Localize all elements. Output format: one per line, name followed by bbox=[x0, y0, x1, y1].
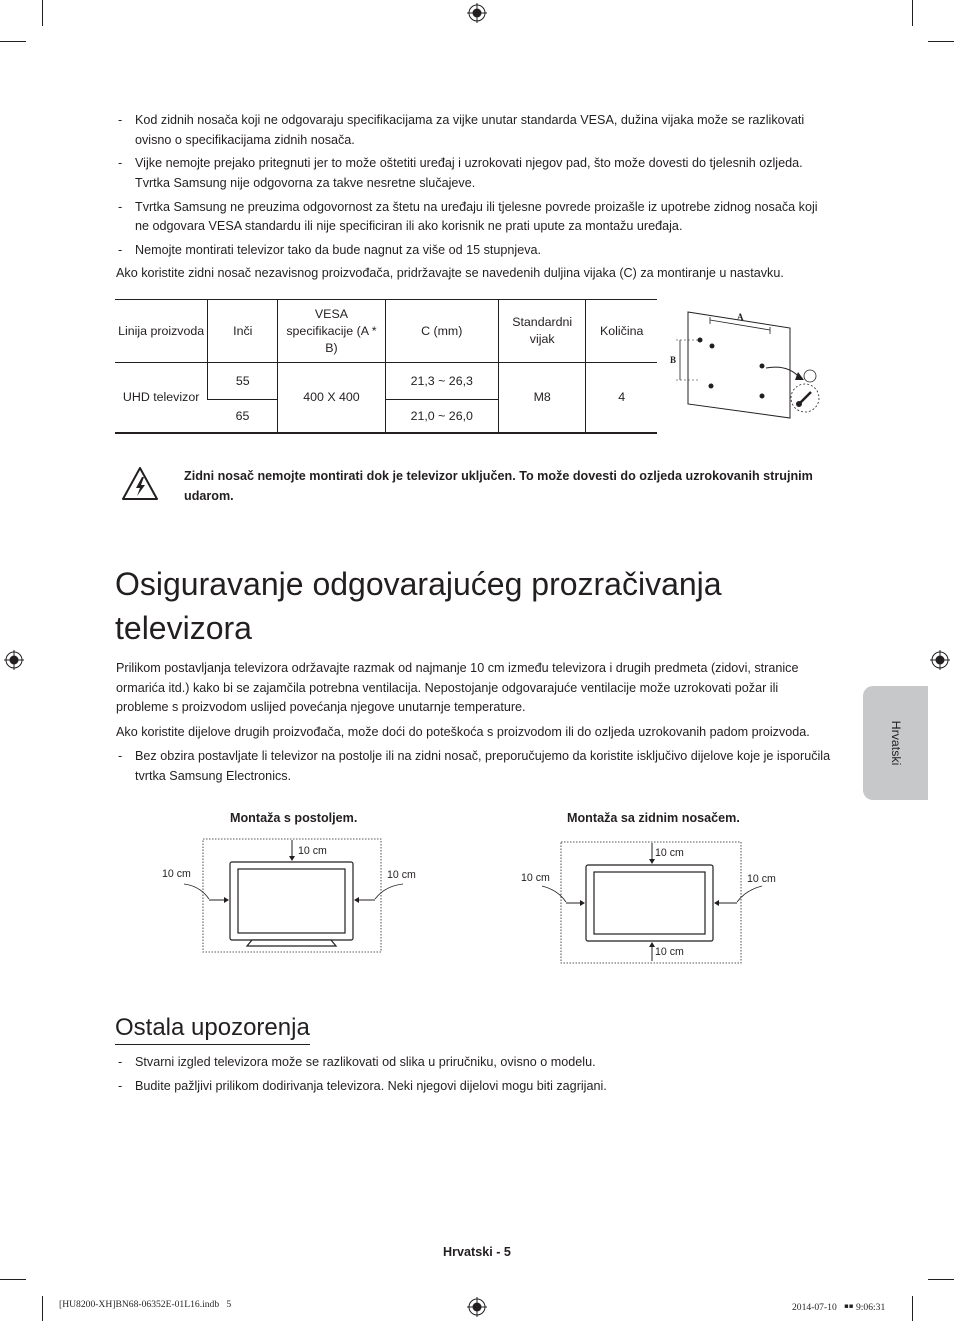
dimension-label-a: A bbox=[737, 312, 744, 322]
electric-shock-warning-icon bbox=[121, 466, 159, 502]
list-item: - Tvrtka Samsung ne preuzima odgovornost za štetu na uređaju ili tjelesne povrede proizašle iz upotrebe zidnog nosača koji ne odgovara VESA standardu ili nije specificiran ili ako korisnik ne prati upute za montažu uređaja. bbox=[116, 198, 832, 237]
table-cell: 55 bbox=[208, 363, 278, 400]
list-item: - Nemojte montirati televizor tako da bude nagnut za više od 15 stupnjeva. bbox=[116, 241, 832, 261]
ventilation-paragraph: Ako koristite dijelove drugih proizvođača, može doći do poteškoća s proizvodom ili do ozljeda uzrokovanih padom proizvoda. bbox=[116, 725, 810, 739]
crop-mark bbox=[42, 0, 43, 26]
table-cell: 21,3 ~ 26,3 bbox=[385, 363, 498, 400]
table-header-cell: Inči bbox=[208, 300, 278, 363]
warning-text: Zidni nosač nemojte montirati dok je televizor uključen. To može dovesti do ozljeda uzrokovanih strujnim udarom. bbox=[184, 469, 813, 503]
registration-mark-icon bbox=[467, 1297, 487, 1317]
language-tab bbox=[863, 686, 928, 800]
table-cell: 400 X 400 bbox=[278, 363, 385, 434]
print-timestamp: 2014-07-10 ￭￭ 9:06:31 bbox=[792, 1302, 886, 1313]
page-title: Osiguravanje odgovarajućeg prozračivanja televizora bbox=[115, 566, 722, 646]
intro-note: Ako koristite zidni nosač nezavisnog proizvođača, pridržavajte se navedenih duljina vijaka (C) za montiranje u nastavku. bbox=[116, 266, 784, 280]
clearance-label-left: 10 cm bbox=[521, 872, 550, 884]
table-row bbox=[115, 363, 657, 400]
clearance-label-bottom: 10 cm bbox=[655, 946, 684, 958]
crop-mark bbox=[0, 1279, 26, 1280]
table-header-cell: Količina bbox=[586, 300, 657, 363]
registration-mark-icon bbox=[930, 650, 950, 670]
table-header-cell: VESA specifikacije (A * B) bbox=[278, 300, 385, 363]
wall-bracket-illustration bbox=[668, 308, 828, 428]
clearance-label-right: 10 cm bbox=[747, 873, 776, 885]
table-header-cell: Standardni vijak bbox=[498, 300, 586, 363]
registration-mark-icon bbox=[467, 3, 487, 23]
crop-mark bbox=[912, 0, 913, 26]
clearance-label-top: 10 cm bbox=[655, 847, 684, 859]
registration-mark-icon bbox=[4, 650, 24, 670]
stand-diagram-caption: Montaža s postoljem. bbox=[230, 811, 358, 825]
wall-mount-spec-table bbox=[115, 299, 657, 434]
list-item: - Budite pažljivi prilikom dodirivanja televizora. Neki njegovi dijelovi mogu biti zagrijani. bbox=[116, 1077, 832, 1097]
clearance-label-top: 10 cm bbox=[298, 845, 327, 857]
dimension-label-b: B bbox=[670, 355, 677, 365]
stand-mount-diagram bbox=[160, 836, 430, 956]
ventilation-bullet-list bbox=[116, 747, 832, 790]
language-tab-label: Hrvatski bbox=[888, 720, 903, 766]
table-cell: UHD televizor bbox=[115, 363, 208, 434]
file-info: [HU8200-XH]BN68-06352E-01L16.indb 5 bbox=[59, 1299, 232, 1310]
other-warnings-list bbox=[116, 1053, 832, 1101]
table-header-cell: C (mm) bbox=[385, 300, 498, 363]
table-cell: 21,0 ~ 26,0 bbox=[385, 400, 498, 434]
crop-mark bbox=[928, 1279, 954, 1280]
table-cell: 65 bbox=[208, 400, 278, 434]
table-cell: M8 bbox=[498, 363, 586, 434]
intro-bullet-list bbox=[116, 111, 832, 265]
crop-mark bbox=[42, 1296, 43, 1321]
clearance-label-left: 10 cm bbox=[162, 868, 191, 880]
table-header-cell: Linija proizvoda bbox=[115, 300, 208, 363]
page-number: Hrvatski - 5 bbox=[443, 1245, 511, 1259]
section-heading: Ostala upozorenja bbox=[115, 1013, 310, 1045]
table-cell: 4 bbox=[586, 363, 657, 434]
list-item: - Bez obzira postavljate li televizor na postolje ili na zidni nosač, preporučujemo da koristite isključivo dijelove koje je isporučila tvrtka Samsung Electronics. bbox=[116, 747, 832, 786]
list-item: - Stvarni izgled televizora može se razlikovati od slika u priručniku, ovisno o modelu. bbox=[116, 1053, 832, 1073]
clearance-label-right: 10 cm bbox=[387, 869, 416, 881]
crop-mark bbox=[928, 41, 954, 42]
table-header-row bbox=[115, 300, 657, 363]
crop-mark bbox=[912, 1296, 913, 1321]
wall-diagram-caption: Montaža sa zidnim nosačem. bbox=[567, 811, 740, 825]
list-item: - Vijke nemojte prejako pritegnuti jer to može oštetiti uređaj i uzrokovati njegov pad, što može dovesti do tjelesnih ozljeda. Tvrtka Samsung nije odgovorna za takve nesretne slučajeve. bbox=[116, 154, 832, 193]
crop-mark bbox=[0, 41, 26, 42]
ventilation-paragraph: Prilikom postavljanja televizora održavajte razmak od najmanje 10 cm između televizora i drugih predmeta (zidovi, stranice ormarića itd.) kako bi se zajamčila potrebna ventilacija. Nepostojanje odgovarajuće ventilacije može uzrokovati požar ili probleme s proizvodom uslijed povećanja njegove unutarnje temperature. bbox=[116, 661, 799, 714]
list-item: - Kod zidnih nosača koji ne odgovaraju specifikacijama za vijke unutar standarda VESA, dužina vijaka može se razlikovati ovisno o specifikacijama zidnih nosača. bbox=[116, 111, 832, 150]
